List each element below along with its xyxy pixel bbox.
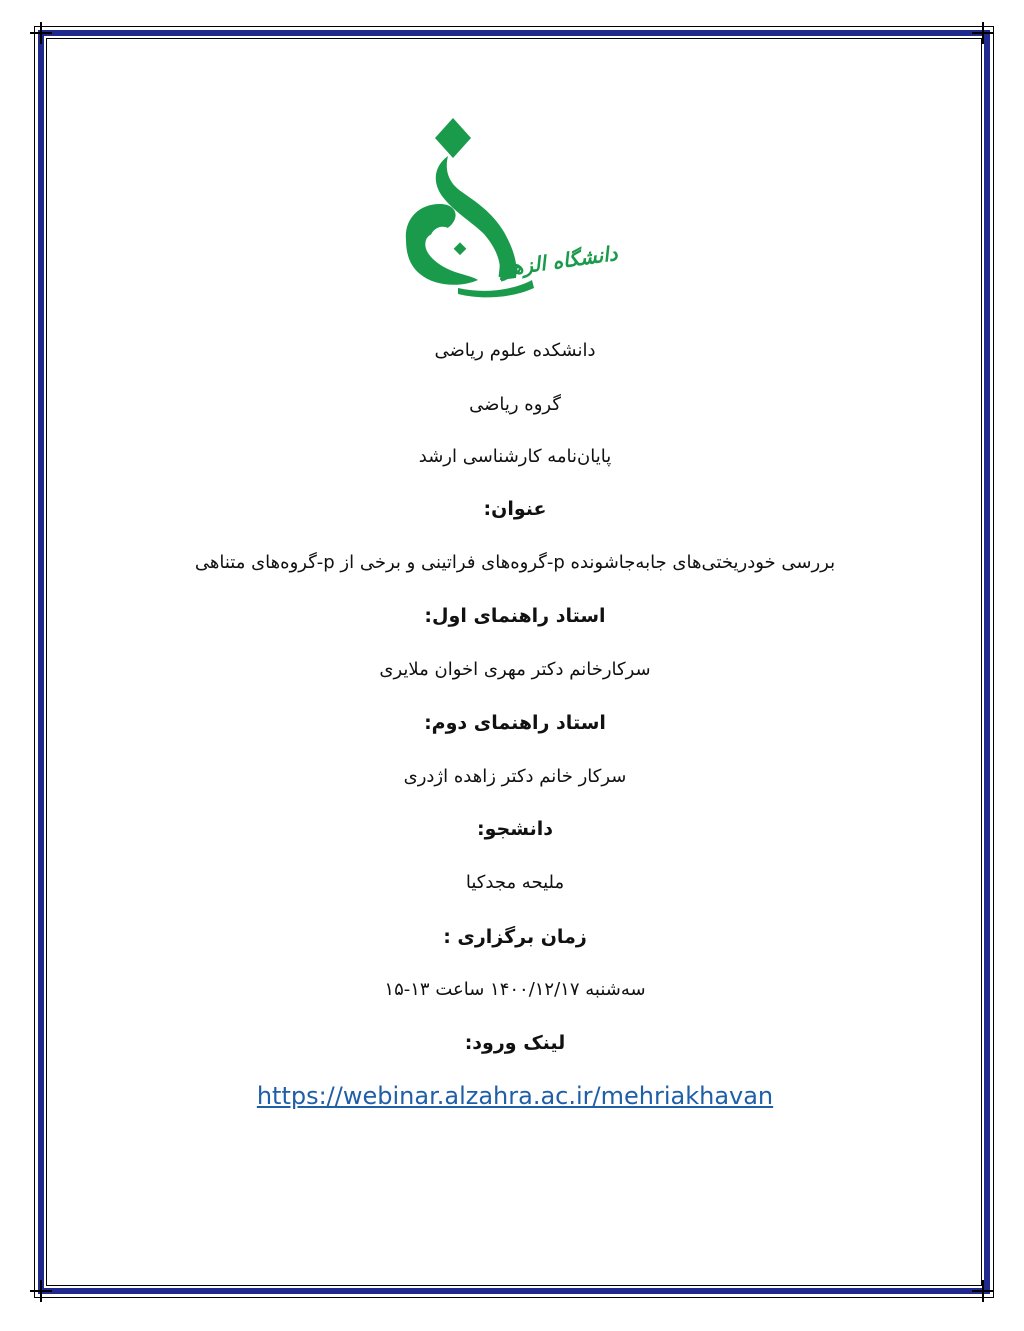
supervisor2-label: استاد راهنمای دوم: [424,712,606,734]
corner-ornament-bottom-left [30,1280,52,1302]
supervisor1-name: سرکارخانم دکتر مهری اخوان ملایری [379,659,651,680]
link-label: لینک ورود: [464,1032,566,1054]
student-name: ملیحه مجدکیا [465,872,565,893]
alzahra-logo [396,112,626,302]
defense-time: سه‌شنبه ۱۴۰۰/۱۲/۱۷ ساعت ۱۳-۱۵ [384,979,646,1000]
faculty-name: دانشکده علوم ریاضی [434,340,596,361]
corner-ornament-top-right [972,22,994,44]
time-label: زمان برگزاری : [443,926,587,948]
title-label: عنوان: [483,498,547,520]
supervisor1-label: استاد راهنمای اول: [424,605,606,627]
supervisor2-name: سرکار خانم دکتر زاهده اژدری [403,766,627,787]
student-label: دانشجو: [477,818,553,840]
corner-ornament-top-left [30,22,52,44]
thesis-title: بررسی خودریختی‌های جابه‌جاشونده p-گروه‌های فراتینی و برخی از p-گروه‌های متناهی [194,552,836,573]
degree-type: پایان‌نامه کارشناسی ارشد [418,446,612,467]
department-name: گروه ریاضی [469,394,561,415]
webinar-link[interactable]: https://webinar.alzahra.ac.ir/mehriakhavan [256,1082,774,1110]
corner-ornament-bottom-right [972,1280,994,1302]
logo-wordmark: دانشگاه الزهرا [494,240,619,282]
